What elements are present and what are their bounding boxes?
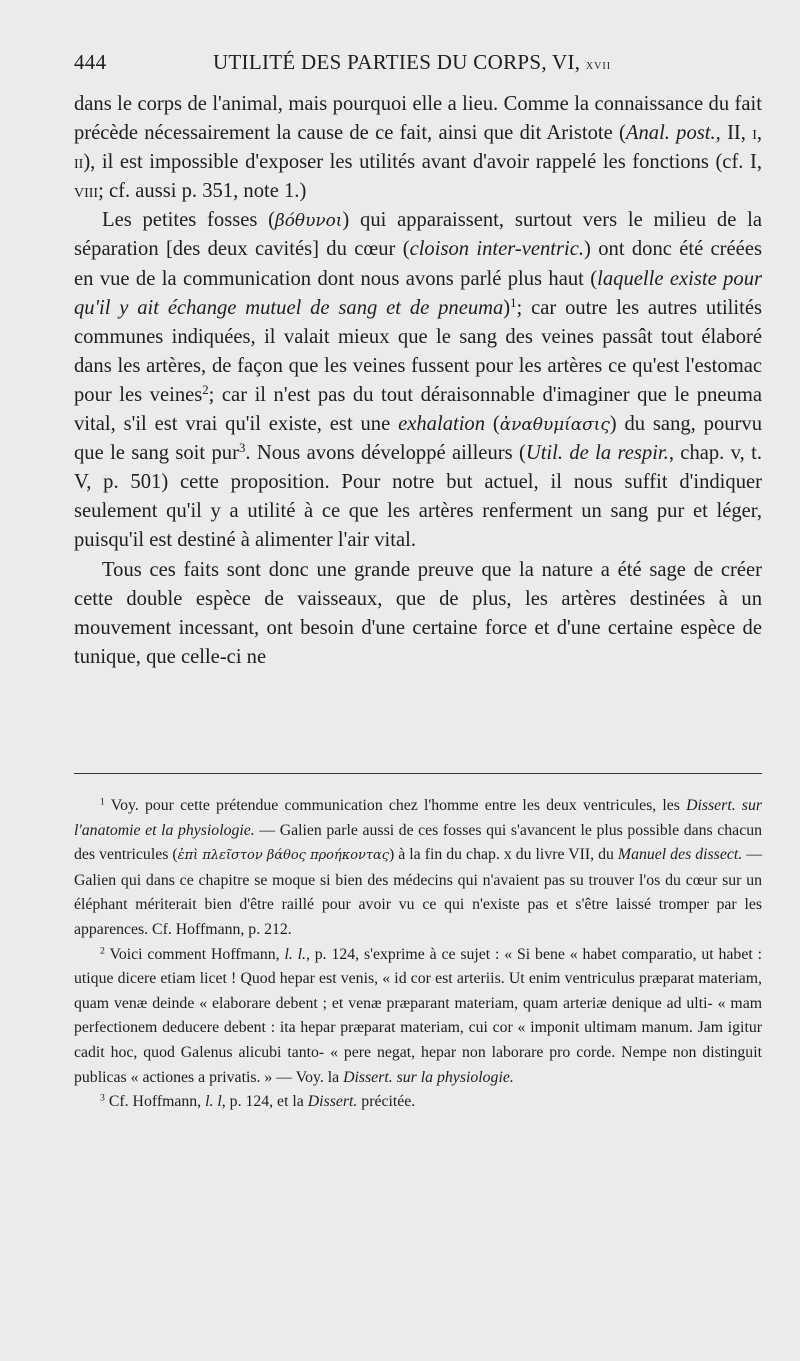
footnote-ref-2[interactable]: 2 xyxy=(202,382,209,397)
footnote-3: $^3$ Cf. Hoffmann, l. l, p. 124, et la Dissert. précitée. xyxy=(100,1092,416,1111)
footnote-ref-1[interactable]: 1 xyxy=(510,295,517,310)
page-number: 444 xyxy=(74,50,107,74)
paragraph-3: Tous ces faits sont donc une grande preuve que la nature a été sage de créer cette double espèce de vaisseaux, que de plus, les artères destinées à un mouvement incessant, ont besoin d'une certaine force et d'une certaine espèce de tunique, que celle-ci ne xyxy=(74,558,762,668)
footnote-ref-3[interactable]: 3 xyxy=(238,441,246,456)
footnote-2: $^2$ Voici comment Hoffmann, l. l., p. 124, s'exprime à ce sujet : « Si bene « habet comparatio, ut habet : utique dicere etiam licet ! Quod hepar est venis, « id cor est arteriis. Ut enim ventriculus præparat materiam, quam venæ deinde « elaborare debent ; et venæ præparant materiam, quam arteriæ denique ad ulti- « mam perfectionem deducere debent : ita hepar præparat materiam, cui cor « imponit ultimam manum. Jam igitur cadit hoc, quod Galenus alicubi tanto- « pere negat, hepar non laborare pro corde. Nempe non distinguit publicas « actiones a privatis. » — Voy. la Dissert. sur la physiologie. xyxy=(74,945,762,1086)
running-header xyxy=(74,50,762,75)
footnote-divider xyxy=(74,773,762,774)
paragraph-2: Les petites fosses (βόθυνοι) qui apparaissent, surtout vers le milieu de la séparation [des deux cavités] du cœur (cloison inter-ventric.) ont donc été créées en vue de la communication dont nous avons parlé plus haut (laquelle existe pour qu'il y ait échange mutuel de sang et de pneuma)$^1$; car outre les autres utilités communes indiquées, il valait mieux que le sang des veines passât tout élaboré dans les artères, de façon que les veines fussent pour les artères ce qu'est l'estomac pour les veines$^2$; car il n'est pas du tout déraisonnable d'imaginer que le pneuma vital, s'il est vrai qu'il existe, est une exhalation (ἀναθυμίασις) du sang, pourvu que le sang soit pur$^3$. Nous avons développé ailleurs (Util. de la respir., chap. v, t. V, p. 501) cette proposition. Pour notre but actuel, il nous suffit d'indiquer seulement qu'il y a utilité à ce que les artères renferment un sang pur et léger, puisqu'il est destiné à alimenter l'air vital. xyxy=(74,209,763,552)
chapter-number: xvii xyxy=(585,58,612,73)
footnote-1: $^1$ Voy. pour cette prétendue communication chez l'homme entre les deux ventricules, les Dissert. sur l'anatomie et la physiologie. — Galien parle aussi de ces fosses qui s'avancent le plus possible dans chacun des ventricules (ἐπὶ πλεῖστον βάθος προήκοντας) à la fin du chap. x du livre VII, du Manuel des dissect. — Galien qui dans ce chapitre se moque si bien des médecins qui n'avaient pas su trouver l'os du cœur sur un éléphant mériterait bien d'être raillé pour avoir vu ce qui n'existe pas et s'être laissé tromper par les apparences. Cf. Hoffmann, p. 212. xyxy=(74,796,763,938)
main-text xyxy=(74,90,762,672)
paragraph-1: dans le corps de l'animal, mais pourquoi elle a lieu. Comme la connaissance du fait précède nécessairement la cause de ce fait, ainsi que dit Aristote (Anal. post., II, i, ii), il est impossible d'exposer les utilités avant d'avoir rappelé les fonctions (cf. I, viii; cf. aussi p. 351, note 1.) xyxy=(74,93,763,203)
running-title: UTILITÉ DES PARTIES DU CORPS, VI, xvii xyxy=(212,50,612,74)
footnotes xyxy=(74,794,762,1115)
